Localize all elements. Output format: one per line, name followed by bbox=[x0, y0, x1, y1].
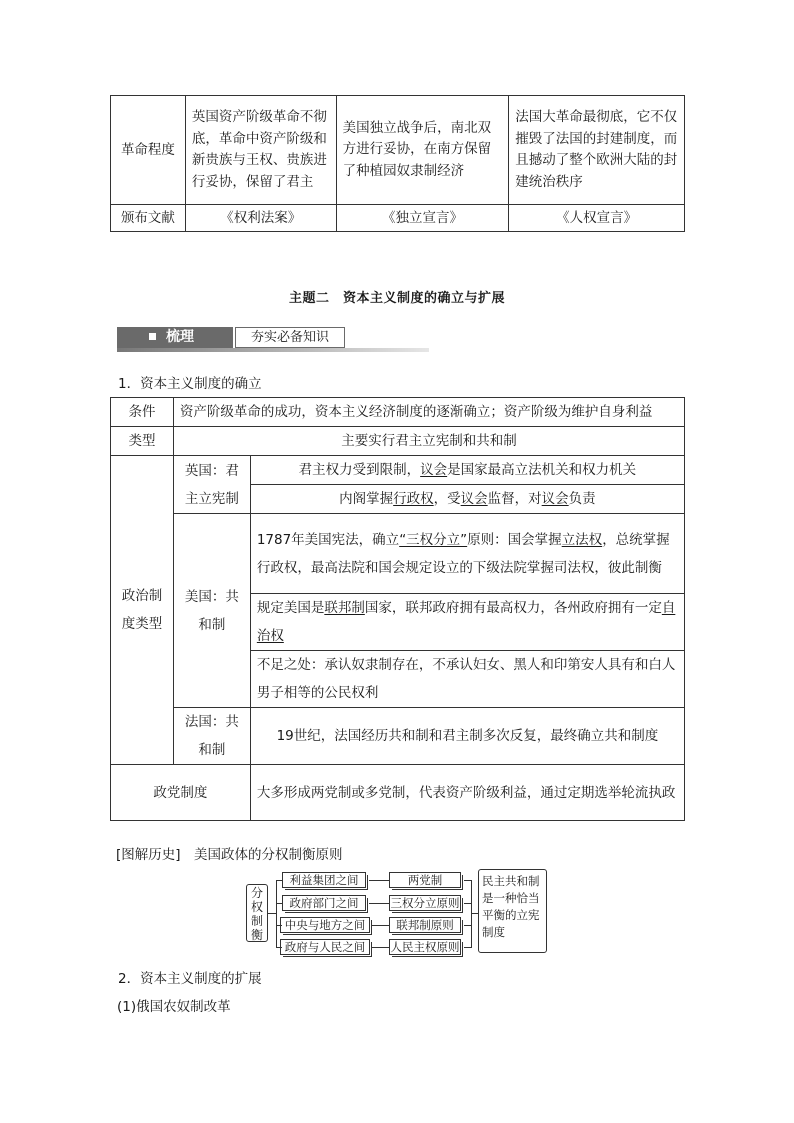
text: 1787年美国宪法，确立 bbox=[256, 531, 400, 548]
fr-text: 19世纪，法国经历共和制和君主制多次反复，最终确立共和制度 bbox=[250, 708, 684, 765]
connector bbox=[369, 880, 389, 881]
underlined-term: 自治权 bbox=[256, 600, 676, 644]
table-cell: 英国资产阶级革命不彻底，革命中资产阶级和新贵族与王权、贵族进行妥协，保留了君主 bbox=[185, 96, 336, 205]
connector bbox=[464, 880, 471, 881]
table-cell: 法国大革命最彻底，它不仅摧毁了法国的封建制度，而且撼动了整个欧洲大陆的封建统治秩序 bbox=[509, 96, 685, 205]
text: ，总统掌握行政权，最高法院和国会规定设立的下级法院掌握司法权，彼此制衡 bbox=[256, 531, 670, 576]
table-row bbox=[111, 398, 685, 427]
diagram-heading: [图解历史] 美国政体的分权制衡原则 bbox=[116, 847, 343, 863]
diagram-result-box: 民主共和制是一种恰当平衡的立宪制度 bbox=[478, 869, 547, 953]
diagram-mid-box: 联邦制原则 bbox=[389, 917, 461, 933]
diagram-root: 分权制衡 bbox=[246, 884, 268, 942]
underlined-term: 立法权 bbox=[561, 531, 603, 548]
cond-text: 资产阶级革命的成功，资本主义经济制度的逐渐确立；资产阶级为维护自身利益 bbox=[173, 398, 684, 427]
subsection-heading: (1)俄国农奴制改革 bbox=[117, 999, 231, 1015]
table-cell: 《人权宣言》 bbox=[509, 205, 685, 232]
type-text: 主要实行君主立宪制和共和制 bbox=[173, 427, 684, 456]
us-row-2 bbox=[250, 594, 684, 651]
text: 君主权力受到限制， bbox=[298, 462, 421, 478]
connector bbox=[471, 913, 478, 914]
text: 是国家最高立法机关和权力机关 bbox=[447, 462, 637, 478]
banner-light-label: 夯实必备知识 bbox=[235, 327, 345, 348]
us-row-1 bbox=[250, 514, 684, 594]
table-row bbox=[111, 708, 685, 765]
connector bbox=[464, 947, 471, 948]
table-row bbox=[111, 456, 685, 485]
diagram-left-box: 政府与人民之间 bbox=[280, 939, 370, 955]
table-cell: 《独立宣言》 bbox=[336, 205, 509, 232]
fr-label: 法国：共和制 bbox=[173, 708, 250, 765]
diagram-mid-box: 三权分立原则 bbox=[390, 896, 460, 910]
section-banner bbox=[117, 327, 429, 352]
underlined-term: 议会 bbox=[541, 491, 569, 507]
text: 规定美国是 bbox=[256, 600, 325, 616]
underlined-term: 议会 bbox=[420, 462, 448, 478]
cond-label: 条件 bbox=[111, 398, 174, 427]
text: ，受 bbox=[433, 491, 461, 507]
connector bbox=[369, 903, 389, 904]
separation-of-powers-diagram bbox=[243, 866, 547, 956]
revolution-compare-table bbox=[110, 95, 685, 232]
connector bbox=[464, 903, 471, 904]
diagram-left-box: 政府部门之间 bbox=[282, 895, 366, 911]
underlined-term: 联邦制 bbox=[324, 600, 365, 616]
text: 内阁掌握 bbox=[339, 491, 394, 507]
section-heading: 1．资本主义制度的确立 bbox=[118, 376, 262, 392]
table-row bbox=[111, 427, 685, 456]
table-row bbox=[111, 765, 685, 821]
table-row bbox=[111, 514, 685, 594]
underlined-term: “三权分立” bbox=[399, 531, 468, 548]
diagram-left-box: 中央与地方之间 bbox=[280, 917, 370, 933]
table-row bbox=[111, 96, 685, 205]
connector bbox=[372, 925, 389, 926]
table-cell: 美国独立战争后，南北双方进行妥协，在南方保留了种植园奴隶制经济 bbox=[336, 96, 509, 205]
connector bbox=[372, 947, 389, 948]
uk-row-1 bbox=[250, 456, 684, 485]
table-row bbox=[111, 205, 685, 232]
us-row-3: 不足之处：承认奴隶制存在，不承认妇女、黑人和印第安人具有和白人男子相等的公民权利 bbox=[250, 651, 684, 708]
party-label: 政党制度 bbox=[111, 765, 251, 821]
diagram-mid-box: 人民主权原则 bbox=[390, 940, 460, 954]
capitalism-system-table bbox=[110, 397, 685, 821]
party-text: 大多形成两党制或多党制，代表资产阶级利益，通过定期选举轮流执政 bbox=[250, 765, 684, 821]
banner-dark-label: 梳理 bbox=[166, 329, 194, 345]
row-label: 颁布文献 bbox=[111, 205, 186, 232]
connector bbox=[471, 880, 472, 948]
underlined-term: 议会 bbox=[460, 491, 488, 507]
section-heading: 2．资本主义制度的扩展 bbox=[118, 971, 262, 987]
banner-dark bbox=[117, 327, 233, 348]
connector bbox=[268, 913, 276, 914]
square-icon bbox=[149, 333, 156, 340]
us-label: 美国：共和制 bbox=[173, 514, 250, 708]
text: 负责 bbox=[568, 491, 596, 507]
text: 监督，对 bbox=[487, 491, 542, 507]
diagram-mid-box: 两党制 bbox=[389, 872, 461, 888]
uk-row-2 bbox=[250, 485, 684, 514]
underlined-term: 行政权 bbox=[393, 491, 434, 507]
text: 国家，联邦政府拥有最高权力，各州政府拥有一定 bbox=[364, 600, 662, 616]
political-label: 政治制度类型 bbox=[111, 456, 174, 765]
type-label: 类型 bbox=[111, 427, 174, 456]
text: 原则：国会掌握 bbox=[467, 531, 562, 548]
connector bbox=[464, 925, 471, 926]
topic-title: 主题二 资本主义制度的确立与扩展 bbox=[288, 291, 505, 306]
diagram-left-box: 利益集团之间 bbox=[282, 872, 366, 888]
connector bbox=[276, 880, 277, 948]
table-cell: 《权利法案》 bbox=[185, 205, 336, 232]
uk-label: 英国：君主立宪制 bbox=[173, 456, 250, 514]
banner-shadow bbox=[117, 348, 429, 352]
row-label: 革命程度 bbox=[111, 96, 186, 205]
